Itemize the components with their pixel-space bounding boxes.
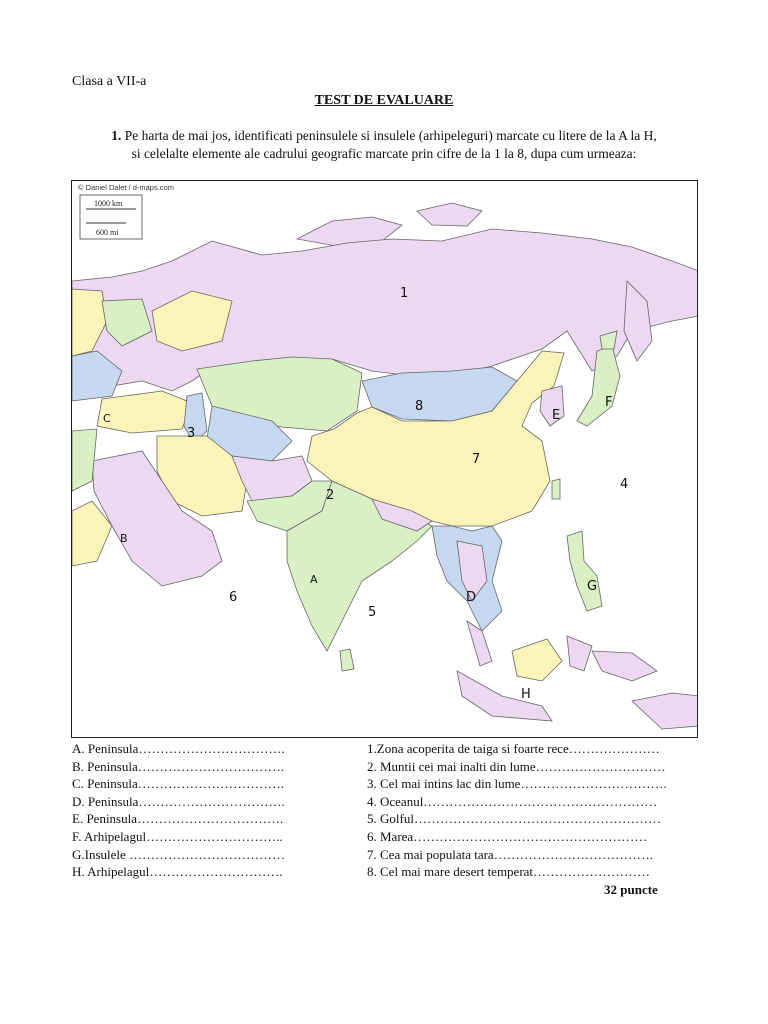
- answer-line-C[interactable]: C. Peninsula…………………………….: [72, 776, 284, 792]
- map-label-E: E: [552, 408, 561, 423]
- answer-line-5[interactable]: 5. Golful…………………………………………………: [367, 811, 661, 827]
- map-label-H: H: [521, 687, 531, 702]
- numbers-answer-list: [367, 740, 667, 881]
- map-label-D: D: [466, 590, 477, 605]
- test-title: TEST DE EVALUARE: [314, 93, 454, 108]
- asia-map: [71, 180, 698, 738]
- scale-mi: 600 mi: [96, 228, 119, 237]
- instruction-line-2: si celelalte elemente ale cadrului geografic marcate prin cifre de la 1 la 8, dupa cum urmeaza:: [131, 146, 637, 161]
- map-label-4: 4: [620, 477, 629, 492]
- map-label-3: 3: [187, 426, 196, 441]
- answer-line-B[interactable]: B. Peninsula…………………………….: [72, 758, 284, 774]
- map-label-C: C: [103, 412, 111, 425]
- answer-line-H[interactable]: H. Arhipelagul………………………….: [72, 864, 283, 880]
- total-points: 32 puncte: [604, 882, 658, 897]
- map-label-1: 1: [400, 286, 409, 301]
- map-credit: © Daniel Dalet / d-maps.com: [78, 183, 174, 192]
- class-label: Clasa a VII-a: [72, 74, 147, 89]
- map-label-2: 2: [326, 488, 335, 503]
- answer-line-A[interactable]: A. Peninsula…………………………….: [72, 741, 285, 756]
- map-svg: [72, 181, 698, 738]
- map-label-G: G: [587, 579, 598, 594]
- answer-line-3[interactable]: 3. Cel mai intins lac din lume…………………………….: [367, 776, 667, 792]
- map-label-A: A: [310, 573, 318, 586]
- map-label-8: 8: [415, 399, 424, 414]
- answer-line-G[interactable]: G.Insulele ………………………………: [72, 846, 286, 862]
- question-number: 1.: [111, 128, 122, 143]
- answer-line-2[interactable]: 2. Muntii cei mai inalti din lume…………………………: [367, 758, 666, 774]
- answer-line-1[interactable]: 1.Zona acoperita de taiga si foarte rece…………………: [367, 741, 660, 756]
- answer-line-F[interactable]: F. Arhipelagul…………………………..: [72, 828, 283, 844]
- scale-km: 1000 km: [94, 199, 123, 208]
- map-label-7: 7: [472, 452, 481, 467]
- answer-line-4[interactable]: 4. Oceanul………………………………………………: [367, 793, 658, 809]
- map-label-F: F: [605, 395, 613, 410]
- answer-line-7[interactable]: 7. Cea mai populata tara……………………………….: [367, 846, 653, 862]
- question-instructions: [70, 127, 698, 163]
- map-label-5: 5: [368, 605, 377, 620]
- answer-line-D[interactable]: D. Peninsula…………………………….: [72, 793, 285, 809]
- map-label-B: B: [120, 532, 128, 545]
- letters-answer-list: [72, 740, 285, 881]
- instruction-line-1: Pe harta de mai jos, identificati peninsulele si insulele (arhipeleguri) marcate cu litere de la A la H,: [121, 128, 657, 143]
- map-label-6: 6: [229, 590, 238, 605]
- answer-line-6[interactable]: 6. Marea………………………………………………: [367, 828, 648, 844]
- answer-line-8[interactable]: 8. Cel mai mare desert temperat………………………: [367, 864, 651, 880]
- answer-line-E[interactable]: E. Peninsula…………………………….: [72, 811, 284, 827]
